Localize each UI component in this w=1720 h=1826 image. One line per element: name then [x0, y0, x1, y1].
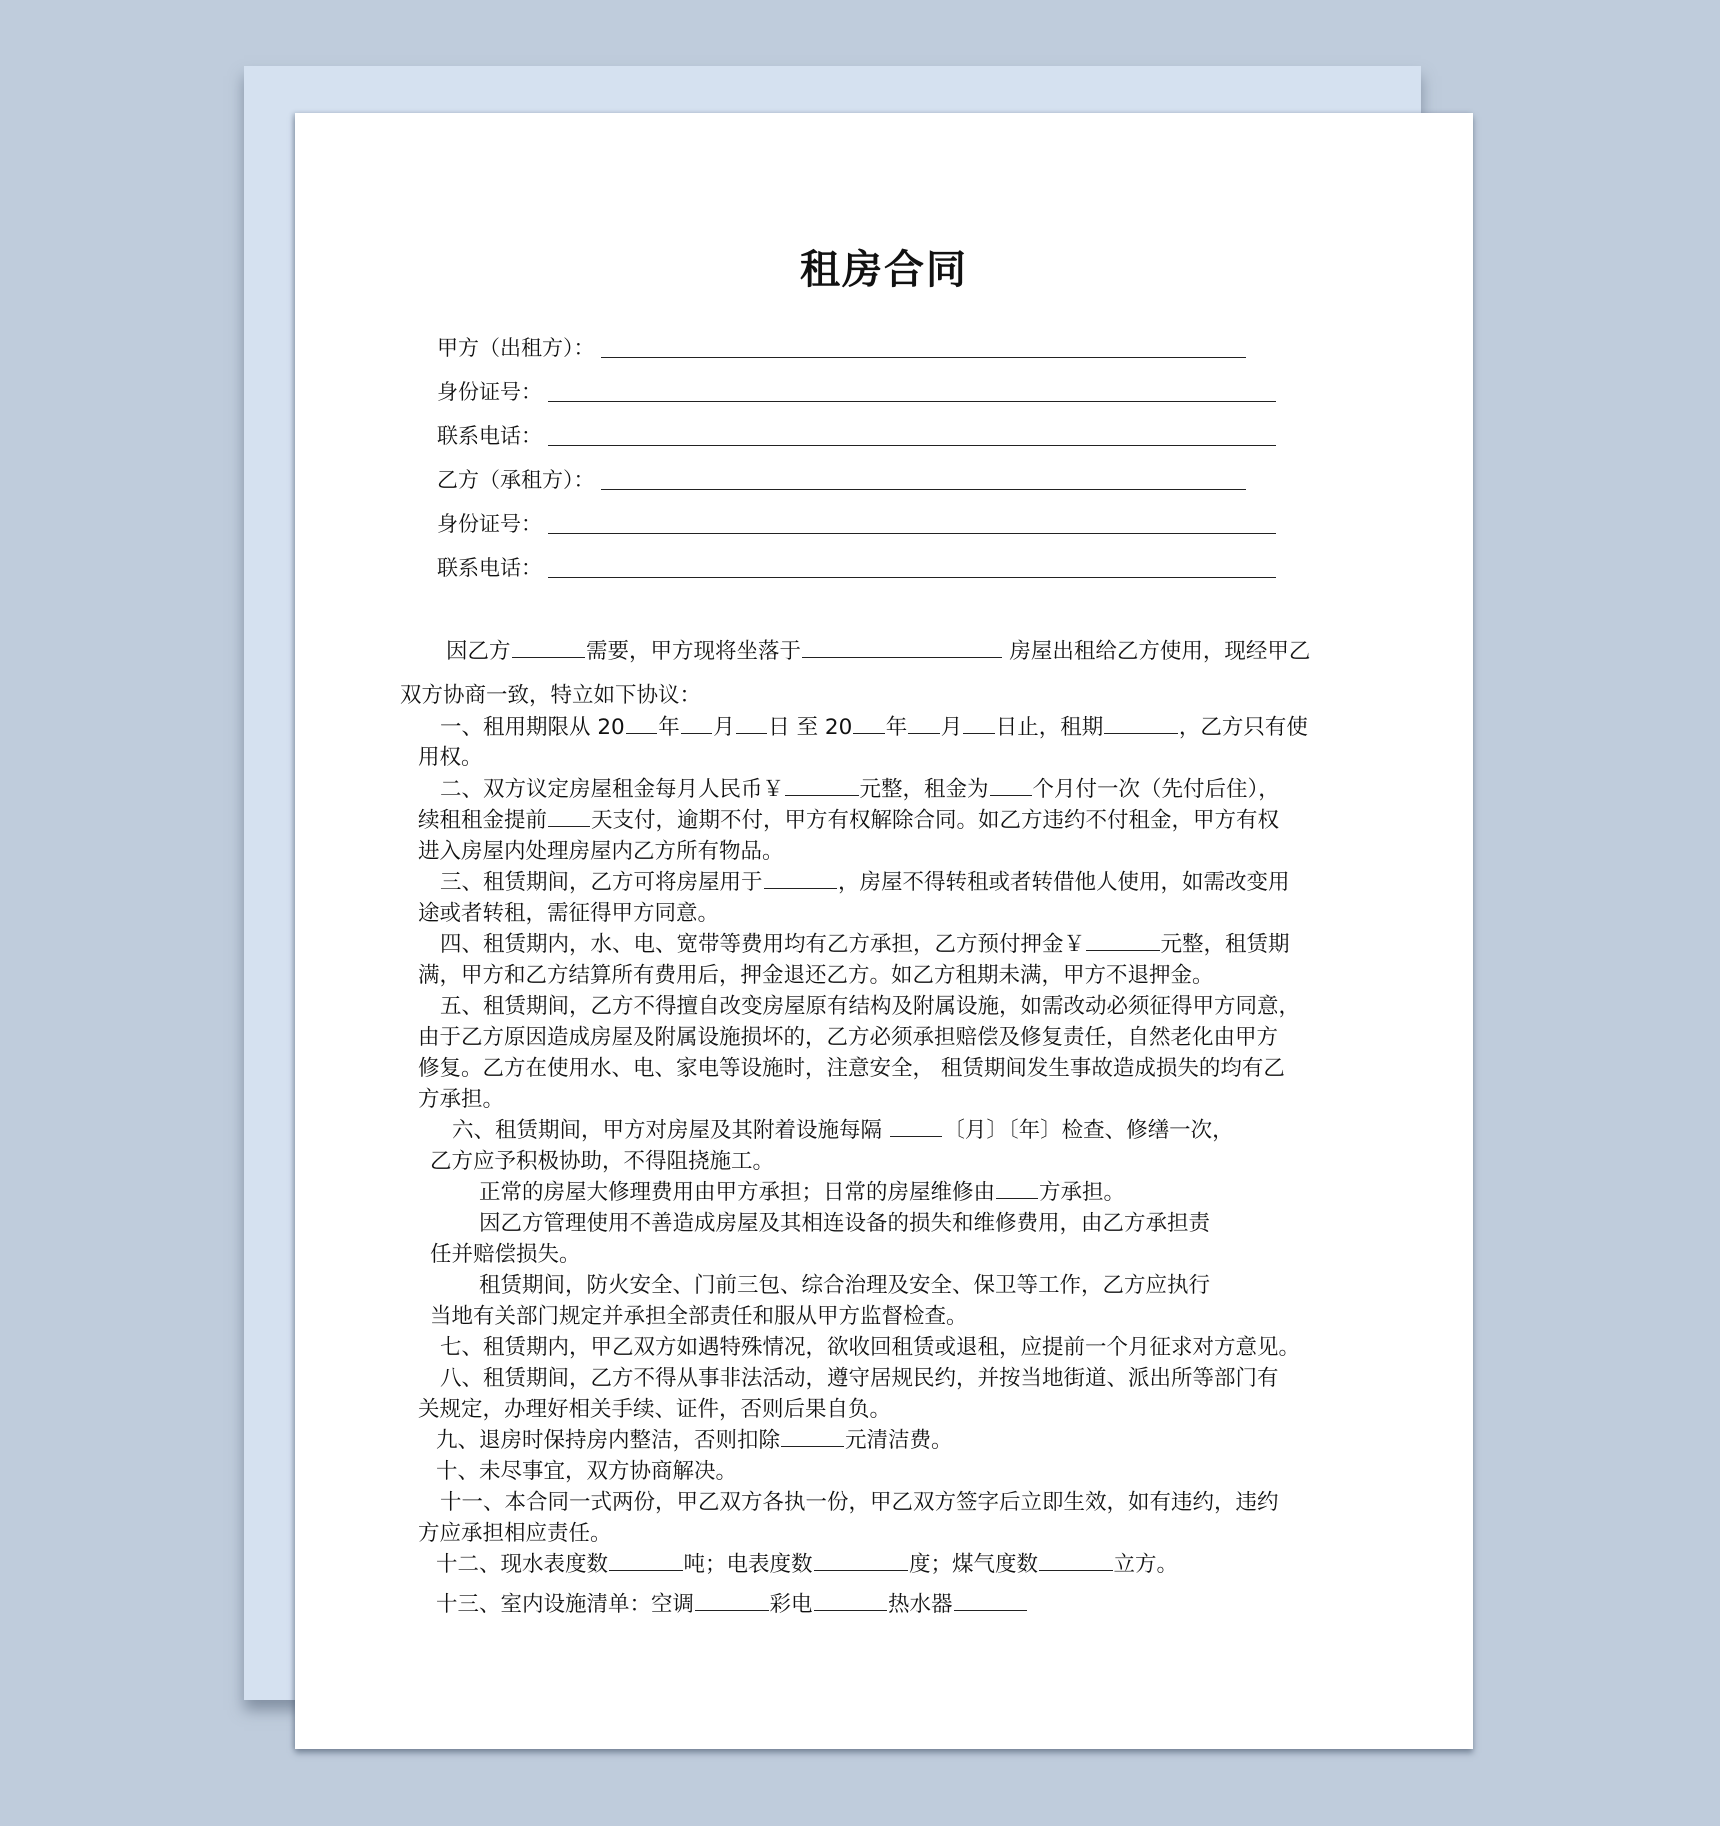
contract-text: 年	[885, 715, 908, 740]
fill-in-blank[interactable]	[736, 715, 768, 734]
contract-text: 天支付，逾期不付，甲方有权解除合同。如乙方违约不付租金，甲方有权	[591, 808, 1280, 833]
contract-line	[430, 1302, 968, 1332]
party-b-id-line[interactable]	[548, 533, 1276, 534]
contract-line	[479, 1178, 1125, 1208]
contract-text: 元整，租赁期	[1160, 932, 1290, 957]
contract-line	[400, 681, 701, 711]
contract-line	[418, 806, 1279, 836]
contract-line	[436, 1590, 1028, 1620]
contract-line	[440, 775, 1280, 805]
party-b-id-label: 身份证号：	[437, 512, 542, 536]
contract-text: 日 至 20	[768, 715, 853, 740]
fill-in-blank[interactable]	[954, 1592, 1028, 1611]
contract-text: 月	[713, 715, 735, 740]
contract-text: ，房屋不得转租或者转借他人使用，如需改变用	[838, 870, 1290, 895]
fill-in-blank[interactable]	[890, 1118, 943, 1137]
fill-in-blank[interactable]	[996, 1180, 1038, 1199]
fill-in-blank[interactable]	[512, 639, 586, 658]
contract-text: ，乙方只有使	[1178, 715, 1308, 740]
contract-text: 双方协商一致，特立如下协议：	[400, 683, 702, 708]
contract-line	[430, 1147, 774, 1177]
contract-line	[446, 637, 1310, 667]
contract-text: 年	[658, 715, 680, 740]
contract-line	[430, 1240, 581, 1270]
fill-in-blank[interactable]	[785, 777, 859, 796]
contract-line	[436, 1457, 737, 1487]
party-b-phone-line[interactable]	[548, 577, 1276, 578]
fill-in-blank[interactable]	[781, 1428, 844, 1447]
contract-text: 满，甲方和乙方结算所有费用后，押金退还乙方。如乙方租期未满，甲方不退押金。	[418, 963, 1214, 988]
party-a-phone-label: 联系电话：	[437, 424, 542, 448]
fill-in-blank[interactable]	[853, 715, 885, 734]
contract-text: 十一、本合同一式两份，甲乙双方各执一份，甲乙双方签字后立即生效，如有违约，违约	[440, 1490, 1279, 1515]
party-b-name-line[interactable]	[601, 489, 1246, 490]
fill-in-blank[interactable]	[609, 1552, 683, 1571]
contract-text: 立方。	[1113, 1552, 1179, 1577]
party-a-id-label: 身份证号：	[437, 380, 542, 404]
fill-in-blank[interactable]	[802, 639, 1002, 658]
contract-text: 个月付一次（先付后住），	[1032, 777, 1280, 802]
contract-text: 乙方应予积极协助，不得阻挠施工。	[430, 1149, 775, 1174]
contract-line	[479, 1209, 1210, 1239]
contract-line	[440, 1488, 1279, 1518]
contract-line	[440, 713, 1308, 743]
contract-text: 九、退房时保持房内整洁，否则扣除	[436, 1428, 781, 1453]
contract-text: 十、未尽事宜，双方协商解决。	[436, 1459, 738, 1484]
contract-text: 吨；电表度数	[683, 1552, 813, 1577]
contract-text: 因乙方管理使用不善造成房屋及其相连设备的损失和维修费用，由乙方承担责	[479, 1211, 1211, 1236]
contract-line	[418, 899, 719, 929]
contract-text: 租赁期间，防火安全、门前三包、综合治理及安全、保卫等工作，乙方应执行	[479, 1273, 1211, 1298]
party-a-phone-line[interactable]	[548, 445, 1276, 446]
contract-text: 三、租赁期间，乙方可将房屋用于	[440, 870, 763, 895]
contract-text: 彩电	[769, 1592, 813, 1617]
contract-text: 需要，甲方现将坐落于	[586, 639, 802, 664]
contract-text: 七、租赁期内，甲乙双方如遇特殊情况，欲收回租赁或退租，应提前一个月征求对方意见。	[440, 1335, 1301, 1360]
contract-text: 用权。	[418, 745, 483, 770]
fill-in-blank[interactable]	[908, 715, 940, 734]
fill-in-blank[interactable]	[1104, 715, 1178, 734]
party-b-phone-label: 联系电话：	[437, 556, 542, 580]
contract-text: 一、租用期限从 20	[440, 715, 625, 740]
contract-line	[479, 1271, 1210, 1301]
contract-line	[440, 868, 1290, 898]
contract-text: 热水器	[888, 1592, 953, 1617]
party-a-id-field[interactable]	[437, 376, 1276, 406]
contract-text: 方承担。	[418, 1087, 505, 1112]
contract-text: 六、租赁期间，甲方对房屋及其附着设施每隔	[452, 1118, 889, 1143]
contract-page	[295, 113, 1473, 1749]
party-a-phone-field[interactable]	[437, 420, 1276, 450]
fill-in-blank[interactable]	[681, 715, 713, 734]
party-b-phone-field[interactable]	[437, 552, 1276, 582]
contract-text: 八、租赁期间，乙方不得从事非法活动，遵守居规民约，并按当地街道、派出所等部门有	[440, 1366, 1279, 1391]
contract-text: 〔月〕〔年〕检查、修缮一次，	[943, 1118, 1234, 1143]
contract-text: 日止，租期	[995, 715, 1104, 740]
fill-in-blank[interactable]	[963, 715, 995, 734]
contract-text: 关规定，办理好相关手续、证件，否则后果自负。	[418, 1397, 892, 1422]
contract-text: 由于乙方原因造成房屋及附属设施损坏的，乙方必须承担赔偿及修复责任，自然老化由甲方	[418, 1025, 1279, 1050]
party-a-name-field[interactable]	[437, 332, 1246, 362]
contract-text: 途或者转租，需征得甲方同意。	[418, 901, 720, 926]
contract-text: 方应承担相应责任。	[418, 1521, 612, 1546]
fill-in-blank[interactable]	[626, 715, 658, 734]
contract-title: 租房合同	[800, 247, 968, 293]
contract-line	[418, 1054, 1285, 1084]
contract-text: 方承担。	[1039, 1180, 1126, 1205]
fill-in-blank[interactable]	[1086, 932, 1160, 951]
contract-line	[436, 1550, 1178, 1580]
contract-line	[436, 1426, 953, 1456]
contract-line	[418, 837, 784, 867]
contract-text: 因乙方	[446, 639, 511, 664]
contract-text: 进入房屋内处理房屋内乙方所有物品。	[418, 839, 784, 864]
contract-text: 房屋出租给乙方使用，现经甲乙	[1002, 639, 1311, 664]
contract-text: 度；煤气度数	[909, 1552, 1039, 1577]
contract-text: 元整，租金为	[859, 777, 989, 802]
contract-text: 十二、现水表度数	[436, 1552, 609, 1577]
contract-text: 正常的房屋大修理费用由甲方承担；日常的房屋维修由	[479, 1180, 996, 1205]
contract-line	[440, 930, 1290, 960]
party-b-name-field[interactable]	[437, 464, 1246, 494]
contract-line	[440, 1364, 1279, 1394]
party-b-id-field[interactable]	[437, 508, 1276, 538]
contract-text: 十三、室内设施清单：空调	[436, 1592, 695, 1617]
party-a-name-label: 甲方（出租方）：	[437, 336, 595, 360]
contract-line	[418, 1519, 612, 1549]
contract-line	[440, 1333, 1300, 1363]
fill-in-blank[interactable]	[1039, 1552, 1113, 1571]
contract-line	[418, 1395, 891, 1425]
contract-line	[418, 961, 1214, 991]
contract-line	[418, 1023, 1278, 1053]
contract-text: 续租租金提前	[418, 808, 548, 833]
contract-line	[452, 1116, 1234, 1146]
contract-line	[418, 743, 483, 773]
fill-in-blank[interactable]	[764, 870, 838, 889]
contract-text: 元清洁费。	[845, 1428, 953, 1453]
contract-text: 二、双方议定房屋租金每月人民币￥	[440, 777, 785, 802]
contract-line	[418, 1085, 504, 1115]
fill-in-blank[interactable]	[990, 777, 1032, 796]
party-b-name-label: 乙方（承租方）：	[437, 468, 595, 492]
party-a-id-line[interactable]	[548, 401, 1276, 402]
contract-text: 月	[940, 715, 963, 740]
contract-text: 修复。乙方在使用水、电、家电等设施时，注意安全， 租赁期间发生事故造成损失的均有乙	[418, 1056, 1285, 1081]
contract-text: 当地有关部门规定并承担全部责任和服从甲方监督检查。	[430, 1304, 968, 1329]
fill-in-blank[interactable]	[695, 1592, 769, 1611]
fill-in-blank[interactable]	[814, 1552, 909, 1571]
contract-text: 任并赔偿损失。	[430, 1242, 581, 1267]
fill-in-blank[interactable]	[548, 808, 590, 827]
contract-line	[440, 992, 1300, 1022]
party-a-name-line[interactable]	[601, 357, 1246, 358]
fill-in-blank[interactable]	[814, 1592, 888, 1611]
contract-text: 四、租赁期内，水、电、宽带等费用均有乙方承担，乙方预付押金￥	[440, 932, 1086, 957]
contract-text: 五、租赁期间，乙方不得擅自改变房屋原有结构及附属设施，如需改动必须征得甲方同意，	[440, 994, 1301, 1019]
